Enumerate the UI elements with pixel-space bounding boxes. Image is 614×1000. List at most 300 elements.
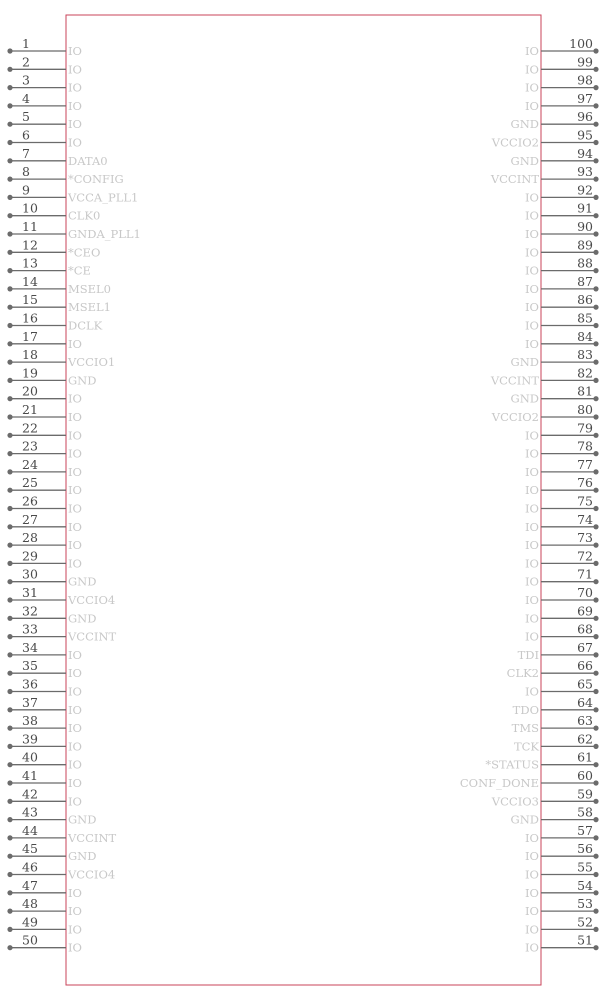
pin-name: *CONFIG (68, 172, 124, 187)
pin-endpoint-dot (593, 835, 598, 840)
pin-name: VCCIO2 (491, 410, 539, 424)
pin-endpoint-dot (7, 780, 12, 785)
pin-number: 80 (577, 402, 593, 417)
pin-number: 59 (577, 786, 593, 802)
pin-number: 25 (22, 475, 38, 491)
pin-number: 100 (569, 36, 593, 51)
pin-number: 46 (22, 859, 38, 875)
pin-endpoint-dot (7, 854, 12, 859)
pin-number: 40 (22, 749, 38, 765)
pin-name: IO (68, 391, 82, 406)
pin-endpoint-dot (593, 524, 598, 529)
pin-number: 99 (577, 54, 593, 70)
pin-endpoint-dot (7, 671, 12, 676)
pin-name: IO (525, 684, 539, 699)
pin-endpoint-dot (7, 909, 12, 914)
pin-name: VCCINT (490, 172, 539, 187)
pin-number: 36 (22, 676, 38, 692)
pin-name: IO (68, 501, 82, 516)
pin-number: 13 (22, 255, 38, 271)
pin-name: IO (68, 135, 82, 150)
pin-number: 72 (577, 548, 593, 564)
pin-number: 10 (22, 200, 38, 216)
pin-endpoint-dot (7, 85, 12, 90)
pin-number: 92 (577, 182, 593, 198)
pin-number: 78 (577, 438, 593, 454)
pin-endpoint-dot (593, 872, 598, 877)
pin-name: IO (68, 44, 82, 58)
pin-number: 33 (22, 621, 38, 637)
pin-name: IO (525, 629, 539, 644)
pin-number: 18 (22, 347, 38, 363)
pin-name: TMS (511, 721, 539, 736)
pin-endpoint-dot (593, 579, 598, 584)
pin-name: IO (68, 98, 82, 113)
pin-number: 21 (22, 402, 38, 417)
pin-endpoint-dot (7, 890, 12, 895)
pin-name: IO (525, 904, 539, 919)
pin-number: 71 (577, 566, 593, 582)
pin-endpoint-dot (593, 909, 598, 914)
pin-number: 51 (577, 932, 593, 948)
pin-name: IO (68, 684, 82, 699)
pin-name: GND (510, 812, 539, 827)
pin-endpoint-dot (7, 103, 12, 108)
pin-name: *CEO (68, 245, 101, 260)
pin-1 (7, 36, 82, 58)
pin-endpoint-dot (7, 543, 12, 548)
pin-number: 11 (22, 219, 38, 234)
pin-endpoint-dot (593, 323, 598, 328)
pin-endpoint-dot (593, 488, 598, 493)
pin-endpoint-dot (593, 360, 598, 365)
pin-number: 24 (22, 456, 38, 472)
pin-number: 63 (577, 713, 593, 729)
pin-number: 45 (22, 841, 38, 857)
pin-endpoint-dot (7, 122, 12, 127)
pin-name: IO (525, 44, 539, 58)
pin-endpoint-dot (593, 726, 598, 731)
pin-endpoint-dot (7, 378, 12, 383)
pin-endpoint-dot (593, 158, 598, 163)
pin-number: 83 (577, 347, 593, 363)
pin-endpoint-dot (593, 85, 598, 90)
pin-name: IO (68, 922, 82, 937)
pin-name: IO (68, 904, 82, 919)
pin-name: GND (68, 373, 97, 388)
pin-number: 12 (22, 237, 38, 253)
pin-name: IO (68, 794, 82, 809)
pin-name: IO (525, 849, 539, 864)
pin-number: 20 (22, 383, 38, 399)
pin-name: IO (525, 446, 539, 461)
ic-body-outline (66, 15, 541, 985)
pin-number: 90 (577, 219, 593, 234)
pin-endpoint-dot (7, 177, 12, 182)
pin-number: 79 (577, 420, 593, 436)
pin-endpoint-dot (7, 341, 12, 346)
pin-endpoint-dot (7, 726, 12, 731)
pin-number: 67 (577, 639, 593, 655)
pin-number: 64 (577, 694, 593, 710)
pin-endpoint-dot (593, 48, 598, 53)
pin-name: IO (525, 98, 539, 113)
pin-name: VCCIO4 (68, 593, 116, 607)
pin-endpoint-dot (593, 506, 598, 511)
pin-endpoint-dot (7, 286, 12, 291)
pin-endpoint-dot (593, 341, 598, 346)
pin-number: 32 (22, 603, 38, 619)
pin-name: IO (525, 556, 539, 571)
pin-name: VCCIO2 (491, 135, 539, 150)
pin-endpoint-dot (593, 817, 598, 822)
pin-endpoint-dot (7, 835, 12, 840)
pin-endpoint-dot (593, 177, 598, 182)
pin-endpoint-dot (7, 213, 12, 218)
pin-name: IO (68, 538, 82, 553)
pin-endpoint-dot (7, 689, 12, 694)
pin-name: IO (68, 428, 82, 443)
pin-number: 44 (22, 822, 38, 838)
pin-number: 35 (22, 658, 38, 674)
pin-name: IO (525, 300, 539, 315)
pin-endpoint-dot (7, 927, 12, 932)
pin-endpoint-dot (593, 286, 598, 291)
pin-number: 1 (22, 36, 30, 51)
pin-name: IO (525, 483, 539, 498)
pin-number: 94 (577, 145, 593, 161)
pin-name: CONF_DONE (459, 776, 539, 790)
pin-endpoint-dot (7, 616, 12, 621)
pin-endpoint-dot (7, 799, 12, 804)
pin-endpoint-dot (593, 744, 598, 749)
pin-number: 54 (577, 877, 593, 893)
pin-name: GND (510, 153, 539, 168)
pin-number: 30 (22, 566, 38, 582)
pin-name: DCLK (68, 318, 103, 333)
pin-number: 49 (22, 914, 38, 930)
pin-number: 31 (22, 585, 38, 600)
pin-endpoint-dot (593, 305, 598, 310)
pin-number: 85 (577, 310, 593, 326)
pin-endpoint-dot (593, 616, 598, 621)
pin-endpoint-dot (593, 67, 598, 72)
pin-name: IO (68, 556, 82, 571)
pin-number: 77 (577, 456, 593, 472)
pin-number: 47 (22, 877, 38, 893)
pin-name: CLK0 (68, 208, 101, 223)
pin-number: 84 (577, 328, 593, 344)
pin-name: IO (525, 62, 539, 77)
pin-name: IO (525, 208, 539, 223)
pin-number: 48 (22, 896, 38, 912)
pin-name: IO (68, 739, 82, 754)
pin-endpoint-dot (593, 780, 598, 785)
pin-name: GND (68, 611, 97, 626)
pin-name: MSEL0 (68, 281, 112, 296)
pin-name: IO (525, 245, 539, 260)
pin-endpoint-dot (593, 799, 598, 804)
pin-endpoint-dot (593, 195, 598, 200)
pin-number: 50 (22, 932, 38, 948)
pin-endpoint-dot (7, 652, 12, 657)
pin-number: 93 (577, 164, 593, 180)
pin-name: VCCINT (68, 629, 117, 644)
pin-name: IO (68, 336, 82, 351)
pin-endpoint-dot (7, 945, 12, 950)
pin-number: 81 (577, 383, 593, 399)
pin-endpoint-dot (7, 744, 12, 749)
pin-endpoint-dot (7, 451, 12, 456)
pin-name: *CE (68, 263, 91, 278)
pin-name: GND (510, 391, 539, 406)
pin-name: GND (510, 355, 539, 370)
pin-endpoint-dot (7, 158, 12, 163)
pin-name: IO (525, 574, 539, 589)
pin-number: 66 (577, 658, 593, 674)
pin-number: 97 (577, 90, 593, 106)
pin-name: MSEL1 (68, 300, 112, 315)
pin-number: 55 (577, 859, 593, 875)
pin-name: IO (525, 263, 539, 278)
pin-number: 43 (22, 804, 38, 820)
pin-endpoint-dot (7, 762, 12, 767)
pin-endpoint-dot (593, 378, 598, 383)
pin-number: 2 (22, 54, 30, 70)
pin-number: 39 (22, 731, 38, 747)
pin-name: GND (68, 849, 97, 864)
pin-name: TCK (513, 739, 539, 754)
left-pin-column (7, 36, 140, 955)
pin-name: IO (525, 190, 539, 205)
pin-number: 58 (577, 804, 593, 820)
pin-number: 9 (22, 182, 30, 198)
pin-name: IO (68, 446, 82, 461)
pin-name: TDI (517, 647, 539, 662)
pin-number: 52 (577, 914, 593, 930)
pin-endpoint-dot (593, 451, 598, 456)
pin-number: 27 (22, 511, 38, 527)
pin-name: IO (525, 867, 539, 882)
pin-number: 60 (577, 768, 593, 783)
pin-number: 26 (22, 493, 38, 509)
pin-number: 19 (22, 365, 38, 381)
pin-endpoint-dot (593, 689, 598, 694)
pin-name: IO (525, 336, 539, 351)
pin-endpoint-dot (7, 506, 12, 511)
pin-43 (7, 805, 96, 827)
pin-name: IO (68, 117, 82, 132)
pin-number: 41 (22, 768, 38, 783)
pin-number: 70 (577, 585, 593, 600)
pin-name: IO (68, 410, 82, 424)
pin-number: 8 (22, 164, 30, 180)
pin-name: VCCIO1 (68, 355, 116, 370)
pin-endpoint-dot (7, 231, 12, 236)
pin-name: IO (525, 501, 539, 516)
pin-name: IO (68, 80, 82, 95)
pin-number: 3 (22, 72, 30, 88)
pin-name: IO (525, 519, 539, 534)
pin-number: 22 (22, 420, 38, 436)
pin-name: IO (525, 318, 539, 333)
pin-number: 28 (22, 530, 38, 546)
pin-number: 61 (577, 749, 593, 765)
pin-endpoint-dot (593, 762, 598, 767)
pin-name: IO (68, 702, 82, 717)
pin-number: 75 (577, 493, 593, 509)
pin-number: 96 (577, 109, 593, 125)
pin-endpoint-dot (593, 707, 598, 712)
pin-endpoint-dot (593, 231, 598, 236)
pin-number: 4 (22, 90, 30, 106)
pin-number: 14 (22, 273, 38, 289)
pin-name: IO (525, 593, 539, 607)
pin-name: IO (68, 483, 82, 498)
pin-number: 15 (22, 292, 38, 308)
pin-number: 7 (22, 145, 30, 161)
pin-name: IO (68, 519, 82, 534)
pin-number: 95 (577, 127, 593, 143)
pin-name: GND (68, 812, 97, 827)
pin-number: 69 (577, 603, 593, 619)
pin-name: CLK2 (506, 666, 539, 681)
pin-number: 56 (577, 841, 593, 857)
pin-name: IO (525, 227, 539, 241)
pin-endpoint-dot (7, 305, 12, 310)
pin-name: DATA0 (68, 153, 108, 168)
pin-number: 98 (577, 72, 593, 88)
pin-endpoint-dot (593, 634, 598, 639)
pin-endpoint-dot (593, 122, 598, 127)
pin-name: IO (68, 757, 82, 772)
pin-endpoint-dot (593, 140, 598, 145)
pin-endpoint-dot (7, 268, 12, 273)
pin-endpoint-dot (7, 817, 12, 822)
pin-name: VCCIO3 (491, 794, 539, 809)
pin-endpoint-dot (593, 414, 598, 419)
pin-endpoint-dot (7, 433, 12, 438)
pin-number: 68 (577, 621, 593, 637)
pin-endpoint-dot (7, 140, 12, 145)
pin-endpoint-dot (593, 268, 598, 273)
pin-name: IO (525, 80, 539, 95)
pin-name: IO (525, 464, 539, 479)
pin-name: *STATUS (485, 757, 539, 772)
pin-name: IO (525, 830, 539, 845)
pin-endpoint-dot (7, 67, 12, 72)
pin-endpoint-dot (593, 671, 598, 676)
pin-endpoint-dot (593, 561, 598, 566)
pin-endpoint-dot (7, 195, 12, 200)
pin-name: VCCINT (68, 830, 117, 845)
pin-name: IO (525, 611, 539, 626)
pin-number: 38 (22, 713, 38, 729)
pin-number: 65 (577, 676, 593, 692)
pin-number: 76 (577, 475, 593, 491)
pin-name: IO (525, 922, 539, 937)
pin-endpoint-dot (593, 543, 598, 548)
pin-number: 53 (577, 896, 593, 912)
pin-name: IO (68, 940, 82, 955)
pin-name: IO (525, 428, 539, 443)
pin-name: IO (525, 281, 539, 296)
right-pin-column (460, 36, 599, 955)
pin-endpoint-dot (7, 579, 12, 584)
pin-endpoint-dot (593, 652, 598, 657)
pin-endpoint-dot (593, 250, 598, 255)
pin-number: 6 (22, 127, 30, 143)
pin-number: 73 (577, 530, 593, 546)
pin-name: IO (68, 647, 82, 662)
pin-endpoint-dot (7, 488, 12, 493)
pin-name: IO (68, 62, 82, 77)
pin-number: 17 (22, 328, 38, 344)
pin-endpoint-dot (7, 597, 12, 602)
pin-endpoint-dot (7, 634, 12, 639)
pin-number: 82 (577, 365, 593, 381)
pin-number: 57 (577, 822, 593, 838)
pin-name: VCCINT (490, 373, 539, 388)
pin-name: IO (68, 721, 82, 736)
pin-endpoint-dot (7, 561, 12, 566)
pin-number: 86 (577, 292, 593, 308)
pin-number: 23 (22, 438, 38, 454)
pin-number: 34 (22, 639, 38, 655)
pin-number: 16 (22, 310, 38, 326)
pin-name: IO (525, 538, 539, 553)
pin-endpoint-dot (7, 48, 12, 53)
pin-endpoint-dot (7, 414, 12, 419)
pin-name: IO (68, 464, 82, 479)
pin-endpoint-dot (593, 854, 598, 859)
pin-endpoint-dot (593, 103, 598, 108)
pin-endpoint-dot (7, 469, 12, 474)
pin-endpoint-dot (7, 872, 12, 877)
pin-name: IO (68, 885, 82, 900)
pin-name: VCCA_PLL1 (68, 190, 139, 205)
pin-endpoint-dot (593, 927, 598, 932)
pin-number: 29 (22, 548, 38, 564)
pin-endpoint-dot (593, 945, 598, 950)
pin-number: 5 (22, 109, 30, 125)
pin-name: IO (525, 885, 539, 900)
pin-30 (7, 567, 96, 589)
pin-name: IO (68, 666, 82, 681)
pin-number: 91 (577, 200, 593, 216)
pin-name: VCCIO4 (68, 867, 116, 882)
pin-name: GNDA_PLL1 (68, 227, 141, 241)
pin-endpoint-dot (7, 524, 12, 529)
pin-endpoint-dot (593, 469, 598, 474)
pin-name: IO (68, 776, 82, 790)
pin-endpoint-dot (593, 213, 598, 218)
pin-endpoint-dot (593, 597, 598, 602)
pin-number: 42 (22, 786, 38, 802)
pin-name: GND (510, 117, 539, 132)
pin-endpoint-dot (593, 433, 598, 438)
pin-number: 87 (577, 273, 593, 289)
pin-endpoint-dot (7, 323, 12, 328)
pin-endpoint-dot (593, 890, 598, 895)
pin-endpoint-dot (7, 360, 12, 365)
pin-endpoint-dot (593, 396, 598, 401)
pin-number: 74 (577, 511, 593, 527)
pin-number: 88 (577, 255, 593, 271)
pin-number: 89 (577, 237, 593, 253)
pin-number: 62 (577, 731, 593, 747)
pin-endpoint-dot (7, 250, 12, 255)
